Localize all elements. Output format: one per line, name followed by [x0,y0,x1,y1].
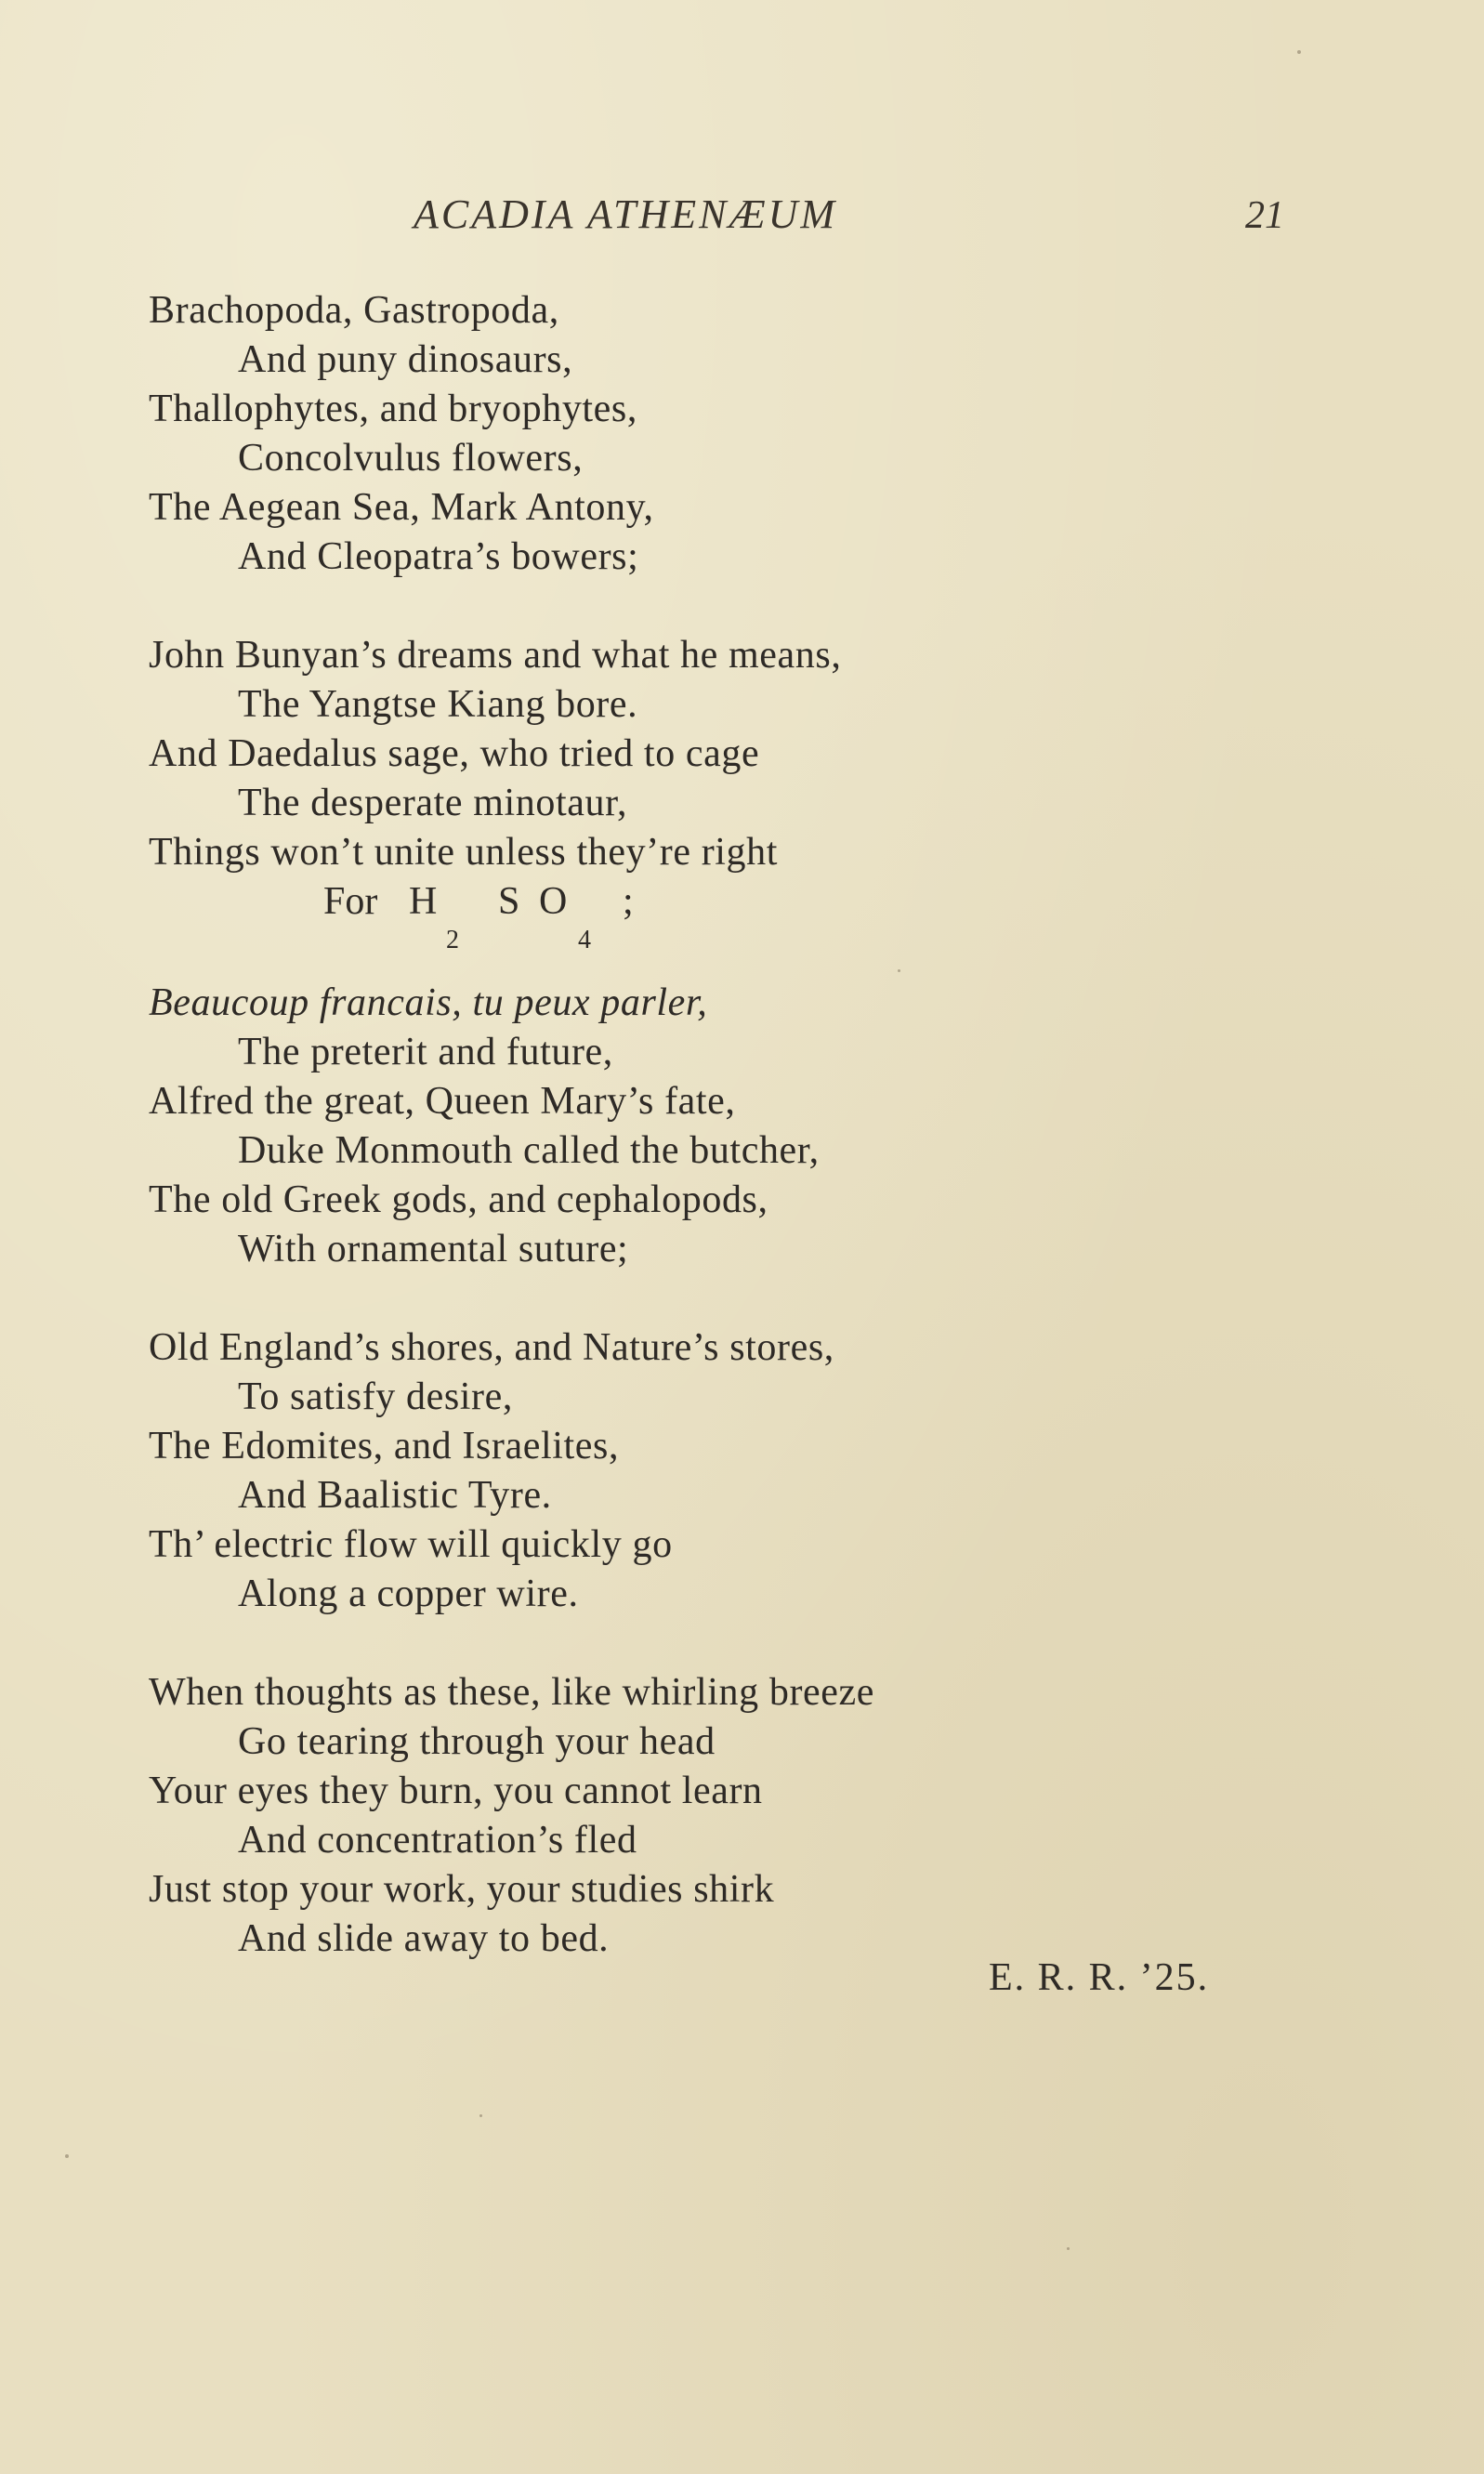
running-title: ACADIA ATHENÆUM [414,191,838,237]
formula-prefix: For [323,880,378,923]
poem-line: Your eyes they burn, you cannot learn [149,1770,763,1812]
stanza-3 [149,979,1357,1274]
stanza-4 [149,1323,1357,1619]
poem-line: With ornamental suture; [238,1228,629,1270]
stanza-5 [149,1668,1357,1964]
formula-semicolon: ; [623,880,634,923]
poem-line: The preterit and future, [238,1031,613,1073]
poem-line: Concolvulus flowers, [238,437,584,480]
poem-line: The old Greek gods, and cephalopods, [149,1178,768,1221]
poem-line: The Aegean Sea, Mark Antony, [149,486,654,529]
poem-line: Go tearing through your head [238,1720,716,1763]
paper-speck [898,969,900,972]
formula-oxygen: O [539,880,568,923]
formula-subscript-hydrogen: 2 [446,926,459,954]
formula-sulfur: S [498,880,520,923]
poem-line: Alfred the great, Queen Mary’s fate, [149,1080,736,1123]
poem-line: Things won’t unite unless they’re right [149,831,779,874]
poem-body [149,286,1357,1964]
stanza-2 [149,631,1357,967]
poem-line: Duke Monmouth called the butcher, [238,1129,820,1172]
poem-line: When thoughts as these, like whirling breeze [149,1671,875,1714]
poem-line: Brachopoda, Gastropoda, [149,289,559,332]
poem-line: And puny dinosaurs, [238,338,573,381]
poem-line: And concentration’s fled [238,1819,637,1862]
paper-speck [1297,50,1301,54]
poem-line: Along a copper wire. [238,1573,579,1615]
formula-subscript-oxygen: 4 [578,926,591,954]
poem-line: And slide away to bed. [238,1917,610,1960]
poem-line: Thallophytes, and bryophytes, [149,388,637,430]
poem-line: The Yangtse Kiang bore. [238,683,638,726]
poem-line: The Edomites, and Israelites, [149,1425,620,1467]
stanza-1 [149,286,1357,582]
poem-line: Old England’s shores, and Nature’s stores, [149,1326,834,1369]
chemical-formula-subscripts [149,927,1357,967]
poem-line: John Bunyan’s dreams and what he means, [149,634,842,677]
page-number: 21 [1245,194,1284,237]
paper-speck [1067,2247,1070,2250]
poem-line: Just stop your work, your studies shirk [149,1868,775,1911]
poem-line: Beaucoup francais, tu peux parler, [149,981,708,1024]
poem-line: To satisfy desire, [238,1375,513,1418]
poem-line: The desperate minotaur, [238,782,628,824]
chemical-formula-line [149,877,1357,927]
poem-line: And Baalistic Tyre. [238,1474,552,1517]
author-signature: E. R. R. ’25. [989,1956,1210,1999]
formula-hydrogen: H [409,880,438,923]
poem-line: Th’ electric flow will quickly go [149,1523,673,1566]
paper-speck [65,2154,69,2158]
paper-speck [479,2114,482,2117]
poem-line: And Cleopatra’s bowers; [238,535,639,578]
poem-line: And Daedalus sage, who tried to cage [149,732,760,775]
